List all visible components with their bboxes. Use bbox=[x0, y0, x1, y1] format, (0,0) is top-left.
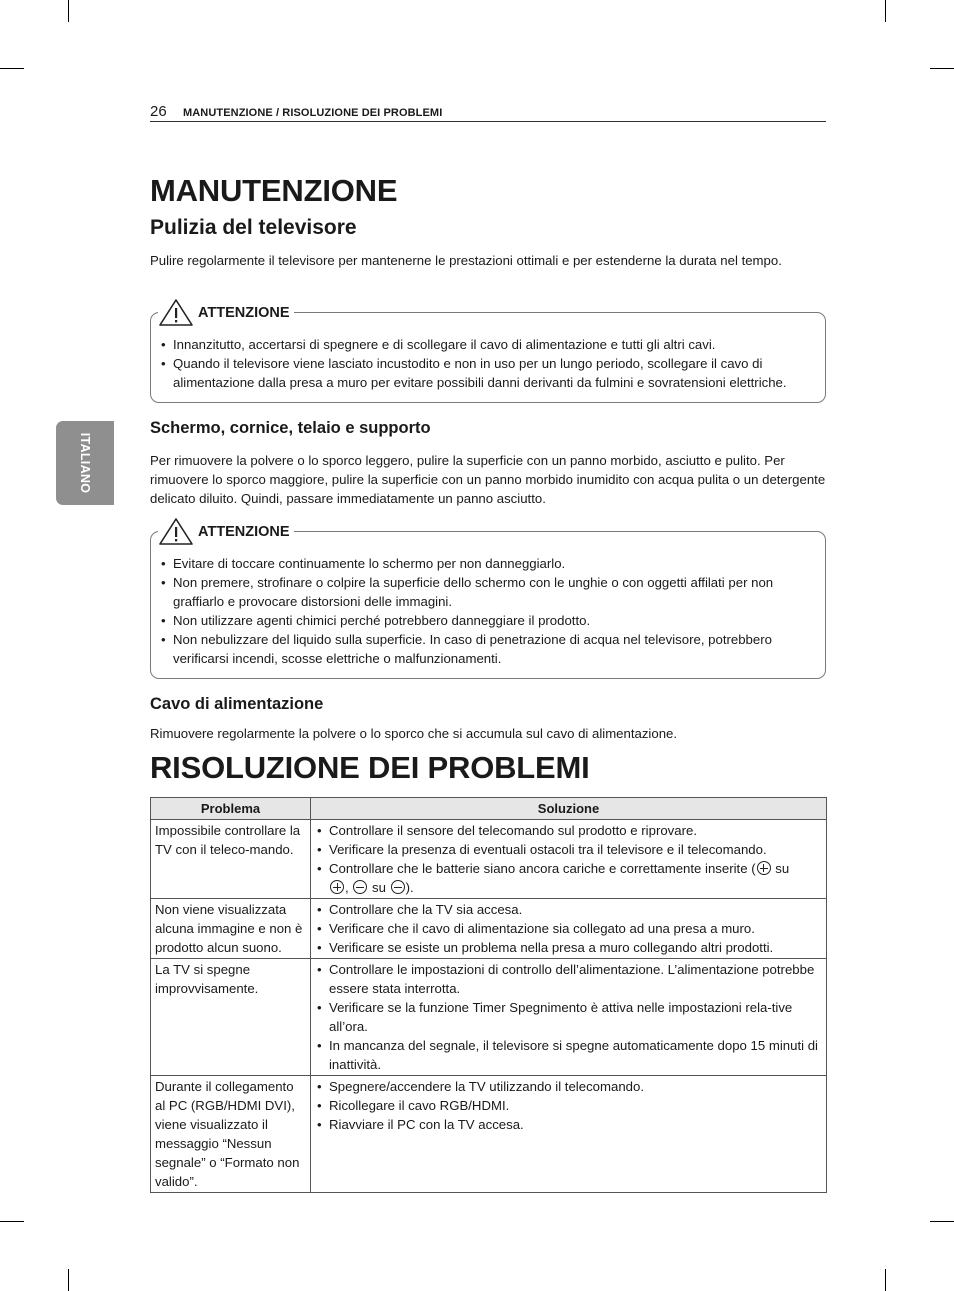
caution-label: ATTENZIONE bbox=[198, 304, 290, 321]
caution-box bbox=[150, 304, 826, 403]
list-item: • Verificare se esiste un problema nella presa a muro collegando altri prodotti. bbox=[315, 938, 822, 957]
caution-box bbox=[150, 523, 826, 679]
battery-text: su bbox=[368, 880, 390, 895]
crop-mark bbox=[0, 68, 24, 69]
plus-circle-icon bbox=[330, 880, 344, 894]
battery-text: su bbox=[771, 861, 790, 876]
solution-cell bbox=[311, 1076, 827, 1193]
cleaning-title: Pulizia del televisore bbox=[150, 216, 357, 239]
table-row bbox=[151, 820, 827, 899]
list-item: • Controllare che la TV sia accesa. bbox=[315, 900, 822, 919]
list-item bbox=[315, 859, 822, 897]
solution-list bbox=[315, 900, 822, 957]
solution-list bbox=[315, 1077, 822, 1134]
table-row bbox=[151, 899, 827, 959]
power-cord-title: Cavo di alimentazione bbox=[150, 695, 324, 713]
solution-cell bbox=[311, 899, 827, 959]
maintenance-title: MANUTENZIONE bbox=[150, 173, 398, 208]
troubleshooting-title: RISOLUZIONE DEI PROBLEMI bbox=[150, 750, 590, 785]
crop-mark bbox=[68, 0, 69, 22]
list-item: • Innanzitutto, accertarsi di spegnere e di scollegare il cavo di alimentazione e tutti gli altri cavi. bbox=[159, 335, 815, 354]
caution-list bbox=[159, 554, 815, 668]
caution-label: ATTENZIONE bbox=[198, 523, 290, 540]
list-item: • Verificare la presenza di eventuali ostacoli tra il televisore e il telecomando. bbox=[315, 840, 822, 859]
minus-circle-icon bbox=[391, 880, 405, 894]
language-tab-label: ITALIANO bbox=[78, 432, 92, 494]
column-header-solution: Soluzione bbox=[311, 798, 827, 820]
caution-header bbox=[158, 517, 294, 546]
screen-body: Per rimuovere la polvere o lo sporco leggero, pulire la superficie con un panno morbido, asciutto e pulito. Per rimuovere lo sporco maggiore, pulire la superficie con un panno morbido inumidito con acqua pulita o un detergente delicato diluito. Quindi, passare immediatamente un panno asciutto. bbox=[150, 453, 826, 506]
battery-text: , bbox=[345, 880, 349, 895]
list-item: • Verificare che il cavo di alimentazione sia collegato ad una presa a muro. bbox=[315, 919, 822, 938]
problem-cell: La TV si spegne improvvisamente. bbox=[151, 959, 311, 1076]
language-tab bbox=[56, 421, 114, 505]
list-item: • In mancanza del segnale, il televisore si spegne automaticamente dopo 15 minuti di inattività. bbox=[315, 1036, 822, 1074]
crop-mark bbox=[885, 1269, 886, 1291]
battery-text: ). bbox=[405, 880, 414, 895]
list-item: • Non premere, strofinare o colpire la superficie dello schermo con le unghie o con oggetti affilati per non graffiarlo e provocare distorsioni delle immagini. bbox=[159, 573, 815, 611]
list-item: • Ricollegare il cavo RGB/HDMI. bbox=[315, 1096, 822, 1115]
solution-list bbox=[315, 960, 822, 1074]
list-item: • Controllare le impostazioni di controllo dell’alimentazione. L’alimentazione potrebbe essere stata interrotta. bbox=[315, 960, 822, 998]
cleaning-intro: Pulire regolarmente il televisore per mantenerne le prestazioni ottimali e per estenderne la durata nel tempo. bbox=[150, 253, 782, 268]
battery-text: Controllare che le batterie siano ancora cariche e correttamente inserite ( bbox=[329, 861, 756, 876]
running-header bbox=[150, 103, 826, 122]
crop-mark bbox=[68, 1269, 69, 1291]
list-item: • Quando il televisore viene lasciato incustodito e non in uso per un lungo periodo, scollegare il cavo di alimentazione dalla presa a muro per evitare possibili danni derivanti da fulmini e sovratensioni elettriche. bbox=[159, 354, 815, 392]
crop-mark bbox=[930, 1221, 954, 1222]
list-item: • Controllare il sensore del telecomando sul prodotto e riprovare. bbox=[315, 821, 822, 840]
power-cord-body: Rimuovere regolarmente la polvere o lo sporco che si accumula sul cavo di alimentazione. bbox=[150, 726, 678, 741]
list-item: • Non utilizzare agenti chimici perché potrebbero danneggiare il prodotto. bbox=[159, 611, 815, 630]
table-row bbox=[151, 1076, 827, 1193]
plus-circle-icon bbox=[757, 861, 771, 875]
crop-mark bbox=[930, 68, 954, 69]
problem-cell: Impossibile controllare la TV con il teleco-mando. bbox=[151, 820, 311, 899]
caution-list bbox=[159, 335, 815, 392]
table-row bbox=[151, 959, 827, 1076]
list-item: • Verificare se la funzione Timer Spegnimento è attiva nelle impostazioni rela-tive all’ora. bbox=[315, 998, 822, 1036]
solution-cell bbox=[311, 959, 827, 1076]
table-header-row bbox=[151, 798, 827, 820]
troubleshooting-table bbox=[150, 797, 827, 1193]
problem-cell: Durante il collegamento al PC (RGB/HDMI DVI), viene visualizzato il messaggio “Nessun segnale” o “Formato non valido”. bbox=[151, 1076, 311, 1193]
minus-circle-icon bbox=[353, 880, 367, 894]
warning-icon bbox=[158, 298, 194, 327]
list-item: • Evitare di toccare continuamente lo schermo per non danneggiarlo. bbox=[159, 554, 815, 573]
crop-mark bbox=[0, 1221, 24, 1222]
column-header-problem: Problema bbox=[151, 798, 311, 820]
caution-header bbox=[158, 298, 294, 327]
solution-cell bbox=[311, 820, 827, 899]
header-title: MANUTENZIONE / RISOLUZIONE DEI PROBLEMI bbox=[183, 107, 443, 119]
list-item: • Spegnere/accendere la TV utilizzando il telecomando. bbox=[315, 1077, 822, 1096]
problem-cell: Non viene visualizzata alcuna immagine e non è prodotto alcun suono. bbox=[151, 899, 311, 959]
solution-list bbox=[315, 821, 822, 897]
list-item: • Non nebulizzare del liquido sulla superficie. In caso di penetrazione di acqua nel televisore, potrebbero verificarsi incendi, scosse elettriche o malfunzionamenti. bbox=[159, 630, 815, 668]
screen-title: Schermo, cornice, telaio e supporto bbox=[150, 419, 431, 437]
crop-mark bbox=[885, 0, 886, 22]
list-item: • Riavviare il PC con la TV accesa. bbox=[315, 1115, 822, 1134]
warning-icon bbox=[158, 517, 194, 546]
page-number: 26 bbox=[150, 103, 167, 120]
